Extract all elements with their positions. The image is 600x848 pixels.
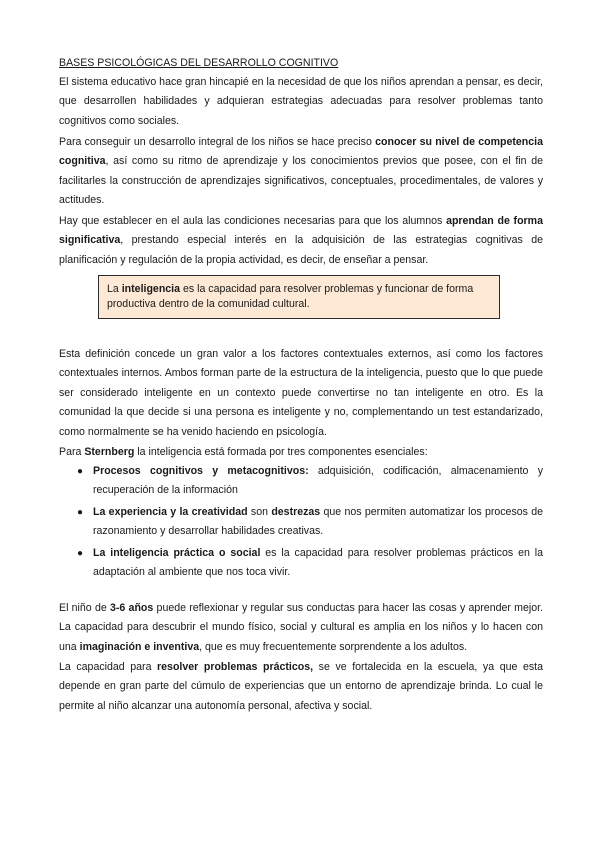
bullet-icon: ● bbox=[77, 466, 84, 477]
paragraph-intro: El sistema educativo hace gran hincapié en la necesidad de que los niños aprendan a pensar, es decir, que desarrollen habilidades y adquieran estrategias adecuadas para resolver problemas tanto cognitivos como sociales. bbox=[59, 76, 543, 127]
text-run: La bbox=[107, 283, 122, 295]
bold-text: resolver problemas prácticos, bbox=[157, 661, 314, 673]
bold-text: La experiencia y la creatividad bbox=[93, 505, 248, 518]
bold-text: inteligencia bbox=[121, 283, 181, 295]
paragraph-ninos bbox=[59, 599, 543, 657]
paragraph-problemas bbox=[59, 658, 543, 716]
text-run: La capacidad para bbox=[59, 661, 158, 673]
bold-text: La inteligencia práctica o social bbox=[93, 546, 261, 559]
text-run: , prestando especial interés en la adquisición de las estrategias cognitivas de planificación y regulación de la propia actividad, es decir, de enseñar a pensar. bbox=[59, 234, 543, 266]
list-item bbox=[59, 503, 543, 542]
paragraph-sternberg bbox=[59, 443, 543, 462]
text-run: se ve fortalecida en la escuela, ya que esta depende en gran parte del cúmulo de experiencias que un entorno de aprendizaje brinda. Lo cual le permite al niño alcanzar una autonomía personal, afectiva y social. bbox=[59, 661, 543, 712]
text-run: El niño de bbox=[59, 602, 110, 614]
text-run: adquisición, codificación, almacenamiento y recuperación de la información bbox=[93, 465, 543, 497]
bold-text: aprendan de forma significativa bbox=[59, 215, 543, 247]
bold-text: destrezas bbox=[271, 505, 321, 518]
bold-text: Procesos cognitivos y metacognitivos: bbox=[93, 465, 309, 477]
bold-text: conocer su nivel de competencia cognitiva bbox=[59, 136, 543, 168]
paragraph-aprendizaje bbox=[59, 212, 543, 270]
text-run: que nos permiten automatizar los procesos de razonamiento y desarrollar habilidades creativas. bbox=[93, 505, 544, 538]
text-run: Para bbox=[59, 446, 85, 458]
components-list bbox=[59, 462, 543, 584]
text-run: es la capacidad para resolver problemas y funcionar de forma productiva dentro de la comunidad cultural. bbox=[107, 283, 474, 310]
list-item bbox=[59, 544, 543, 583]
text-run: Para conseguir un desarrollo integral de los niños se hace preciso bbox=[59, 136, 376, 148]
bullet-icon: ● bbox=[77, 547, 84, 559]
text-run: , que es muy frecuentemente sorprendente a los adultos. bbox=[199, 640, 468, 653]
bullet-icon: ● bbox=[77, 506, 84, 518]
bold-text: Sternberg bbox=[84, 446, 135, 458]
text-run: Hay que establecer en el aula las condiciones necesarias para que los alumnos bbox=[59, 215, 447, 227]
text-run: la inteligencia está formada por tres componentes esenciales: bbox=[134, 446, 428, 458]
text-run: son bbox=[247, 505, 272, 518]
definition-callout bbox=[98, 275, 500, 319]
paragraph-definicion: Esta definición concede un gran valor a los factores contextuales externos, así como los factores contextuales internos. Ambos forman parte de la estructura de la inteligencia, puesto que lo que puede ser considerado inteligente en un contexto puede convertirse no tan inteligente en otro. Es la comunidad la que decide si una persona es inteligente y no, complementando un test estandarizado, como normalmente se ha venido haciendo en psicología. bbox=[59, 348, 543, 438]
text-run: puede reflexionar y regular sus conductas para hacer las cosas y aprender mejor. La capacidad para descubrir el mundo físico, social y cultural es amplia en los niños y lo hacen con una bbox=[59, 602, 544, 653]
bold-text: 3-6 años bbox=[110, 602, 154, 614]
list-item bbox=[59, 462, 543, 501]
text-run: es la capacidad para resolver problemas prácticos en la adaptación al ambiente que nos toca vivir. bbox=[93, 546, 543, 579]
text-run: , así como su ritmo de aprendizaje y los conocimientos previos que posee, con el fin de facilitarles la construcción de aprendizajes significativos, conceptuales, procedimentales, de valores y actitudes. bbox=[59, 155, 543, 207]
bold-text: imaginación e inventiva bbox=[79, 640, 200, 653]
document-title: BASES PSICOLÓGICAS DEL DESARROLLO COGNITIVO bbox=[59, 57, 339, 69]
paragraph-competencia bbox=[59, 133, 543, 211]
